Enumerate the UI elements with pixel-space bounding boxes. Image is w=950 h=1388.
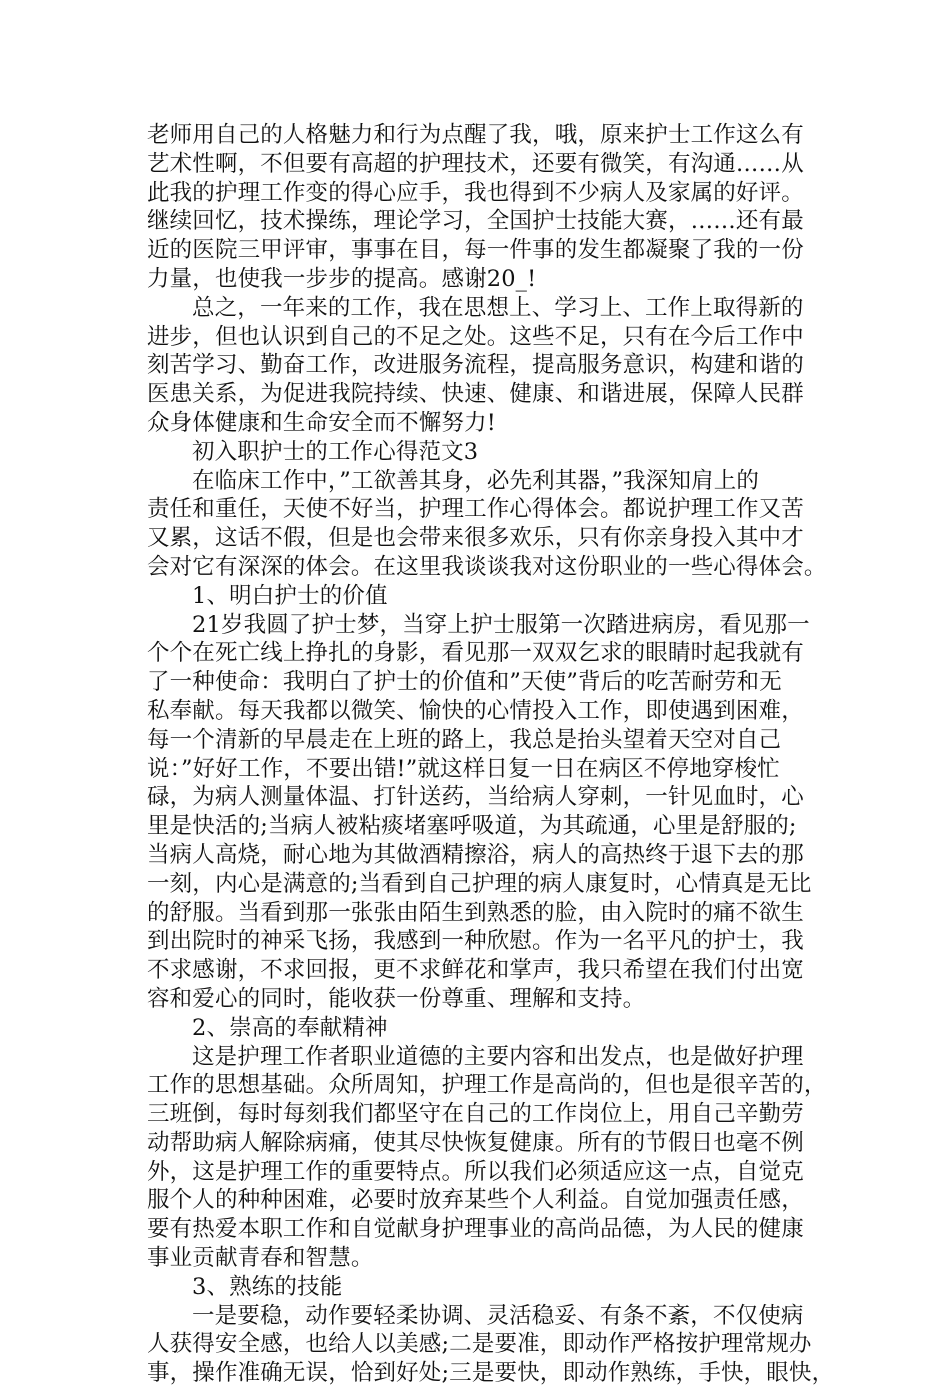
text-line: 要有热爱本职工作和自觉献身护理事业的高尚品德，为人民的健康	[147, 1216, 804, 1243]
text-line: 一刻，内心是满意的;当看到自己护理的病人康复时，心情真是无比	[147, 870, 812, 897]
text-line: 一是要稳，动作要轻柔协调、灵活稳妥、有条不紊，不仅使病	[192, 1302, 804, 1329]
text-line: 私奉献。每天我都以微笑、愉快的心情投入工作，即使遇到困难，	[147, 697, 804, 724]
text-line: 人获得安全感，也给人以美感;二是要准，即动作严格按护理常规办	[147, 1331, 812, 1358]
text-line: 会对它有深深的体会。在这里我谈谈我对这份职业的一些心得体会。	[147, 553, 827, 580]
document-body	[147, 121, 835, 1388]
text-line: 1、明白护士的价值	[192, 582, 388, 609]
text-line: 又累，这话不假，但是也会带来很多欢乐，只有你亲身投入其中才	[147, 525, 804, 552]
text-line: 总之，一年来的工作，我在思想上、学习上、工作上取得新的	[192, 294, 804, 321]
text-line: 近的医院三甲评审，事事在目，每一件事的发生都凝聚了我的一份	[147, 237, 804, 264]
text-line: 当病人高烧，耐心地为其做酒精擦浴，病人的高热终于退下去的那	[147, 841, 804, 868]
text-line: 责任和重任，天使不好当，护理工作心得体会。都说护理工作又苦	[147, 496, 804, 523]
text-line: 2、崇高的奉献精神	[192, 1014, 388, 1041]
text-line: 个个在死亡线上挣扎的身影，看见那一双双乞求的眼睛时起我就有	[147, 640, 804, 667]
text-line: 到出院时的神采飞扬，我感到一种欣慰。作为一名平凡的护士，我	[147, 928, 804, 955]
text-line: 力量，也使我一步步的提高。感谢20_!	[147, 265, 537, 292]
text-line: 服个人的种种困难，必要时放弃某些个人利益。自觉加强责任感，	[147, 1187, 804, 1214]
text-line: 3、熟练的技能	[192, 1273, 343, 1300]
text-line: 21岁我圆了护士梦，当穿上护士服第一次踏进病房，看见那一	[192, 611, 810, 638]
text-line: 说：”好好工作，不要出错!”就这样日复一日在病区不停地穿梭忙	[147, 755, 780, 782]
text-line: 继续回忆，技术操练，理论学习，全国护士技能大赛，……还有最	[147, 208, 804, 235]
text-line: 医患关系，为促进我院持续、快速、健康、和谐进展，保障人民群	[147, 381, 804, 408]
text-line: 里是快活的;当病人被粘痰堵塞呼吸道，为其疏通，心里是舒服的;	[147, 813, 797, 840]
text-line: 工作的思想基础。众所周知，护理工作是高尚的，但也是很辛苦的，	[147, 1072, 827, 1099]
text-line: 此我的护理工作变的得心应手，我也得到不少病人及家属的好评。	[147, 179, 804, 206]
text-line: 容和爱心的同时，能收获一份尊重、理解和支持。	[147, 985, 646, 1012]
text-line: 在临床工作中，”工欲善其身，必先利其器，”我深知肩上的	[192, 467, 760, 494]
text-line: 众身体健康和生命安全而不懈努力!	[147, 409, 496, 436]
text-line: 碌，为病人测量体温、打针送药，当给病人穿刺，一针见血时，心	[147, 784, 804, 811]
text-line: 外，这是护理工作的重要特点。所以我们必须适应这一点，自觉克	[147, 1158, 804, 1185]
text-line: 三班倒，每时每刻我们都坚守在自己的工作岗位上，用自己辛勤劳	[147, 1101, 804, 1128]
text-line: 了一种使命：我明白了护士的价值和”天使”背后的吃苦耐劳和无	[147, 669, 782, 696]
text-line: 进步，但也认识到自己的不足之处。这些不足，只有在今后工作中	[147, 323, 804, 350]
text-line: 刻苦学习、勤奋工作，改进服务流程，提高服务意识，构建和谐的	[147, 352, 804, 379]
text-line: 这是护理工作者职业道德的主要内容和出发点，也是做好护理	[192, 1043, 804, 1070]
text-line: 每一个清新的早晨走在上班的路上，我总是抬头望着天空对自己	[147, 726, 782, 753]
text-line: 事业贡献青春和智慧。	[147, 1245, 374, 1272]
text-line: 艺术性啊，不但要有高超的护理技术，还要有微笑，有沟通……从	[147, 150, 804, 177]
text-line: 不求感谢，不求回报，更不求鲜花和掌声，我只希望在我们付出宽	[147, 957, 804, 984]
text-line: 老师用自己的人格魅力和行为点醒了我，哦，原来护士工作这么有	[147, 122, 804, 148]
text-line: 事，操作准确无误，恰到好处;三是要快，即动作熟练，手快，眼快，	[147, 1360, 835, 1387]
text-line: 初入职护士的工作心得范文3	[192, 438, 479, 465]
text-line: 动帮助病人解除病痛，使其尽快恢复健康。所有的节假日也毫不例	[147, 1129, 804, 1156]
text-line: 的舒服。当看到那一张张由陌生到熟悉的脸，由入院时的痛不欲生	[147, 899, 804, 926]
